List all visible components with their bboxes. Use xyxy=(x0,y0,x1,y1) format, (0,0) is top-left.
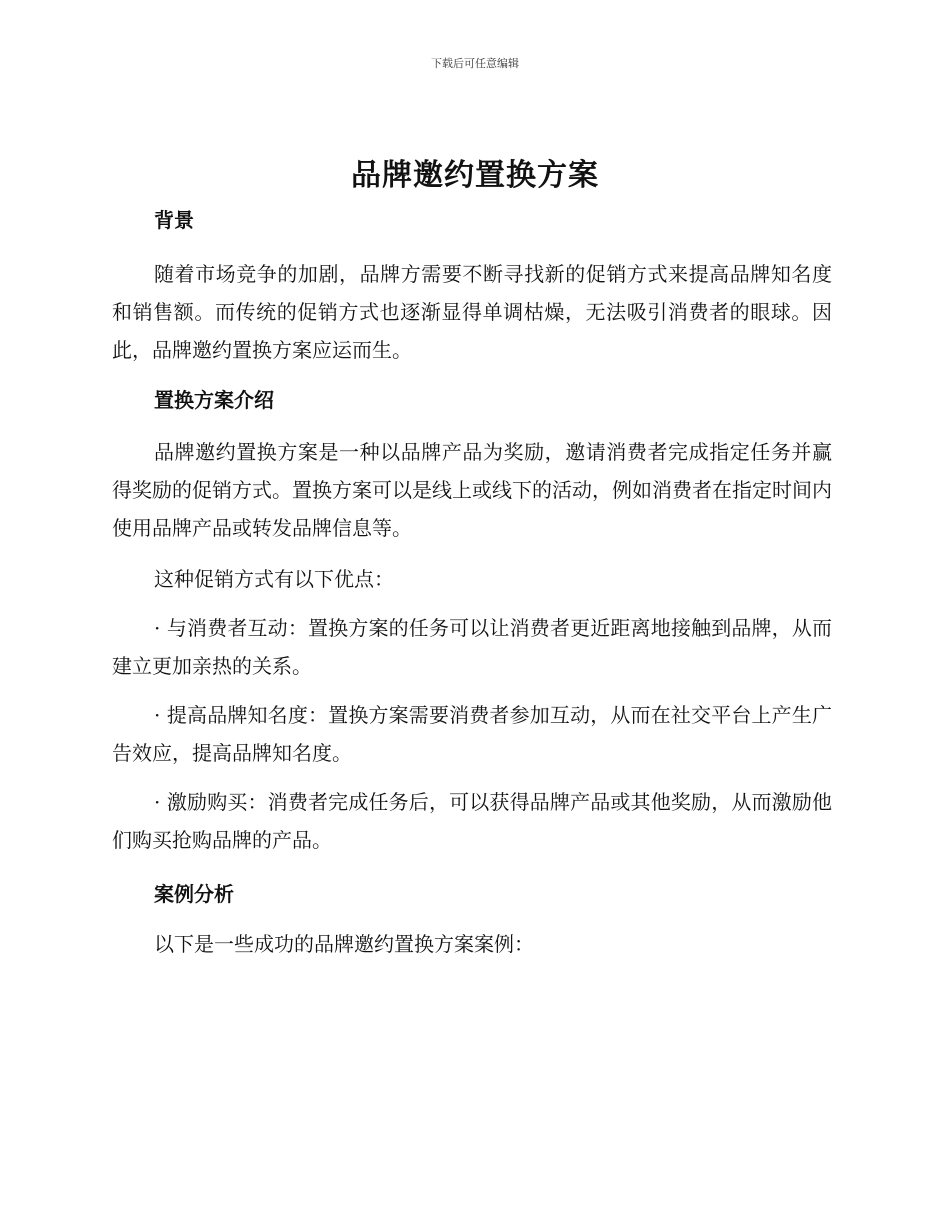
header-note: 下载后可任意编辑 xyxy=(431,57,519,70)
paragraph-intro: 品牌邀约置换方案是一种以品牌产品为奖励，邀请消费者完成指定任务并赢得奖励的促销方式。置换方案可以是线上或线下的活动，例如消费者在指定时间内使用品牌产品或转发品牌信息等。 xyxy=(112,440,832,540)
paragraph-advantages-intro: 这种促销方式有以下优点： xyxy=(154,567,394,591)
section-heading-background: 背景 xyxy=(154,208,194,232)
bullet-item-awareness: · 提高品牌知名度：置换方案需要消费者参加互动，从而在社交平台上产生广告效应，提高品牌知名度。 xyxy=(112,703,832,765)
document-title: 品牌邀约置换方案 xyxy=(351,158,599,193)
section-heading-intro: 置换方案介绍 xyxy=(154,388,274,412)
section-heading-cases: 案例分析 xyxy=(154,882,234,906)
bullet-item-purchase: · 激励购买：消费者完成任务后，可以获得品牌产品或其他奖励，从而激励他们购买抢购品牌的产品。 xyxy=(112,790,832,852)
paragraph-cases: 以下是一些成功的品牌邀约置换方案案例： xyxy=(154,932,534,956)
paragraph-background: 随着市场竞争的加剧，品牌方需要不断寻找新的促销方式来提高品牌知名度和销售额。而传统的促销方式也逐渐显得单调枯燥，无法吸引消费者的眼球。因此，品牌邀约置换方案应运而生。 xyxy=(112,262,832,362)
bullet-item-interaction: · 与消费者互动：置换方案的任务可以让消费者更近距离地接触到品牌，从而建立更加亲热的关系。 xyxy=(112,616,832,678)
document-body xyxy=(112,200,832,963)
